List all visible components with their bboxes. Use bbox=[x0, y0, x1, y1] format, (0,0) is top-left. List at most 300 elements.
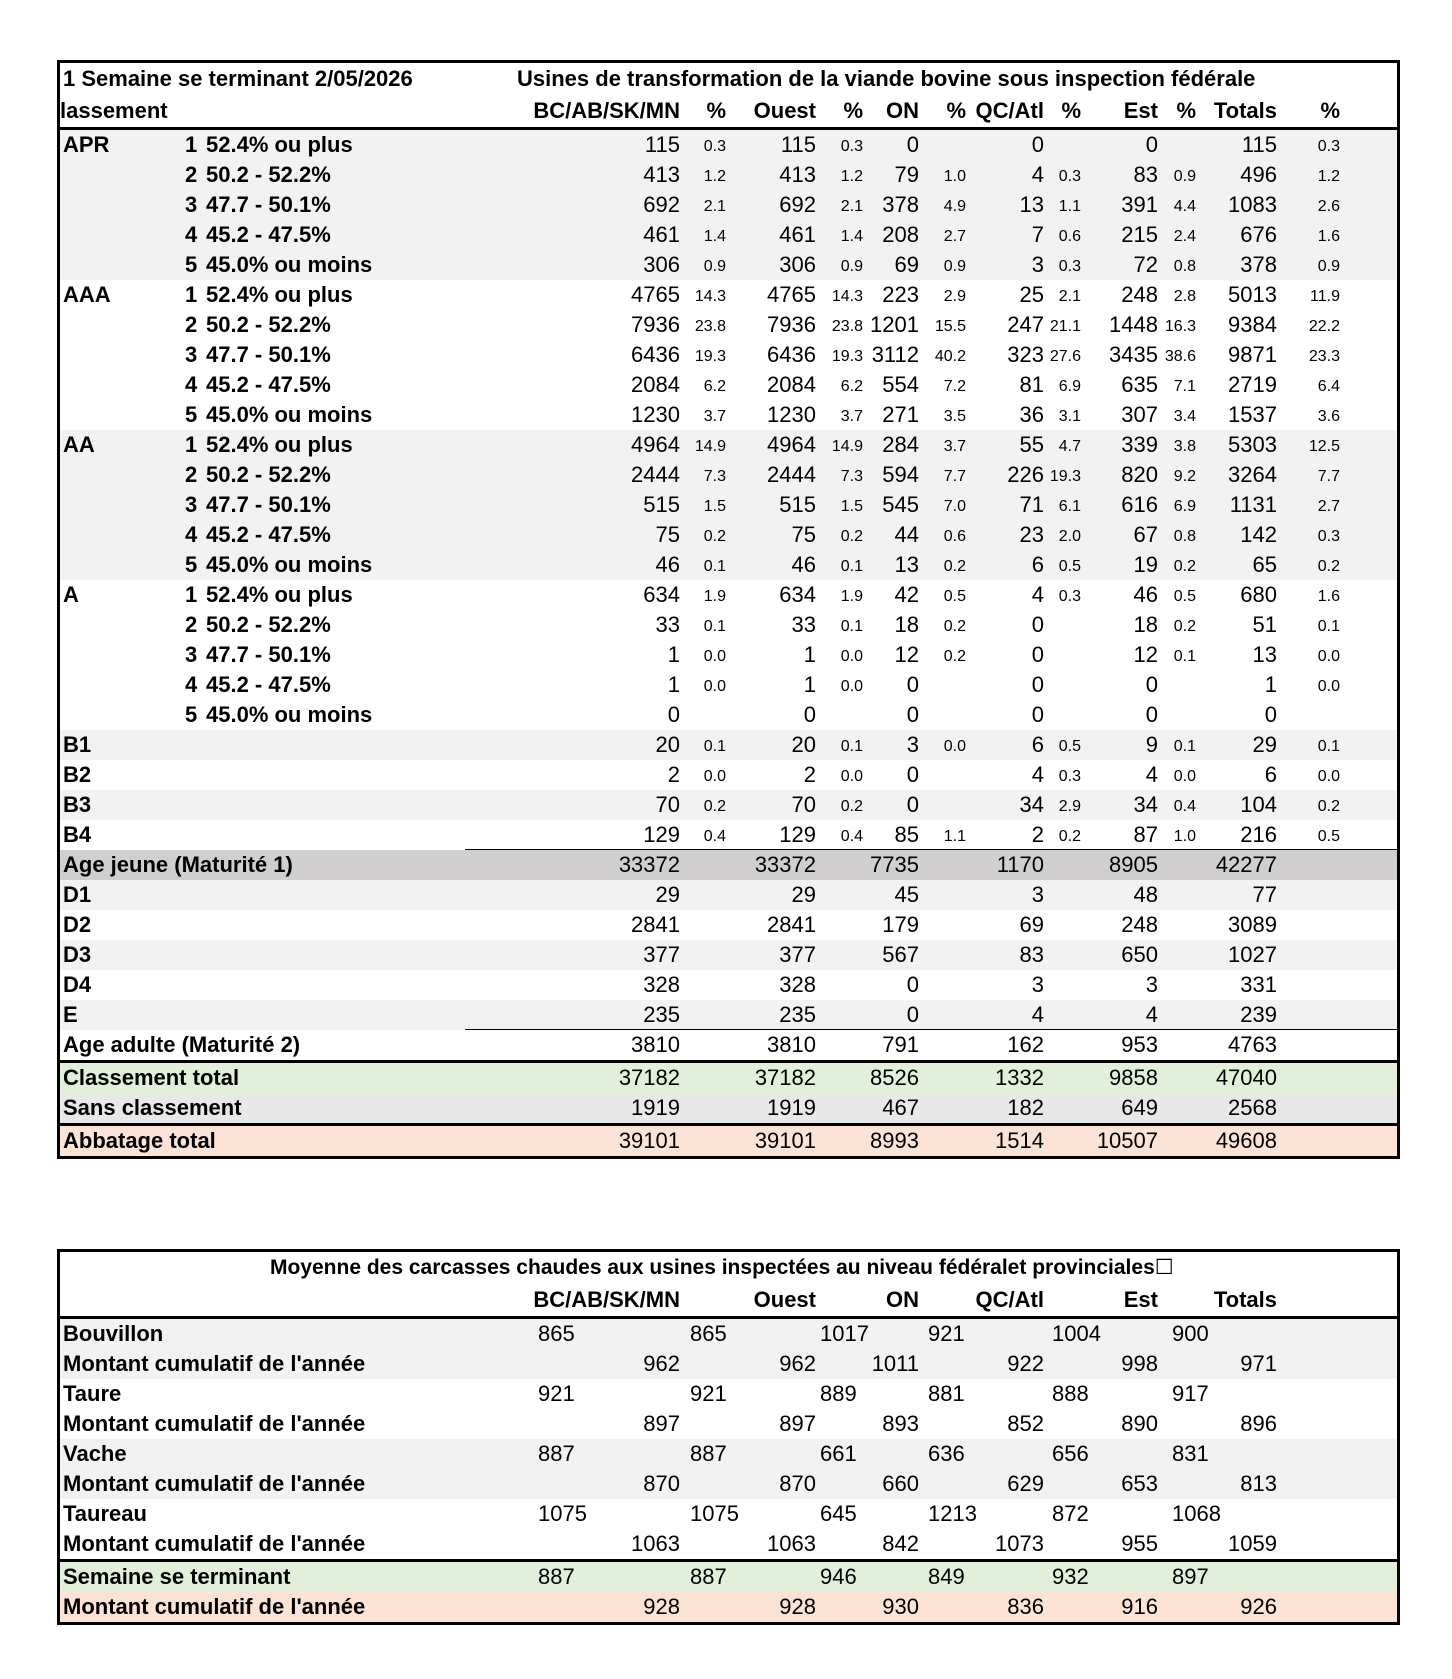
count-cell: 13 bbox=[1252, 642, 1277, 667]
summary-label: D1 bbox=[63, 882, 92, 907]
yield-range: 45.0% ou moins bbox=[206, 402, 373, 427]
count-cell: 820 bbox=[1121, 462, 1158, 487]
summary-value: 235 bbox=[779, 1002, 816, 1027]
percent-cell: 4.9 bbox=[943, 198, 966, 215]
percent-cell: 9.2 bbox=[1173, 468, 1196, 485]
count-cell: 634 bbox=[643, 582, 680, 607]
count-cell: 6 bbox=[1031, 732, 1044, 757]
pct-column-header: % bbox=[1320, 98, 1340, 123]
count-cell: 0 bbox=[1031, 702, 1044, 727]
yield-range: 47.7 - 50.1% bbox=[206, 342, 331, 367]
percent-cell: 0.1 bbox=[1173, 738, 1196, 755]
percent-cell: 21.1 bbox=[1049, 318, 1081, 335]
carcass-value: 660 bbox=[882, 1471, 919, 1496]
count-cell: 515 bbox=[643, 492, 680, 517]
grade-row bbox=[60, 160, 1397, 190]
percent-cell: 2.9 bbox=[1058, 798, 1081, 815]
yield-range: 47.7 - 50.1% bbox=[206, 192, 331, 217]
percent-cell: 0.5 bbox=[1317, 828, 1340, 845]
summary-body bbox=[60, 850, 1397, 1156]
percent-cell: 7.1 bbox=[1173, 378, 1196, 395]
yield-range: 47.7 - 50.1% bbox=[206, 642, 331, 667]
count-cell: 46 bbox=[1133, 582, 1158, 607]
carcass-row bbox=[60, 1529, 1397, 1559]
count-cell: 306 bbox=[643, 252, 680, 277]
carcass-value: 926 bbox=[1240, 1594, 1277, 1619]
count-cell: 46 bbox=[791, 552, 816, 577]
grade-row bbox=[60, 520, 1397, 550]
percent-cell: 0.0 bbox=[703, 768, 726, 785]
percent-cell: 0.0 bbox=[840, 678, 863, 695]
count-cell: 6 bbox=[1031, 552, 1044, 577]
percent-cell: 15.5 bbox=[934, 318, 966, 335]
carcass-value: 1075 bbox=[538, 1501, 587, 1526]
yield-range: 45.2 - 47.5% bbox=[206, 672, 331, 697]
count-cell: 75 bbox=[655, 522, 680, 547]
count-cell: 115 bbox=[644, 132, 680, 157]
count-cell: 25 bbox=[1019, 282, 1044, 307]
percent-cell: 2.6 bbox=[1317, 198, 1340, 215]
carcass-value: 893 bbox=[882, 1411, 919, 1436]
grade-label: B3 bbox=[63, 792, 92, 817]
summary-value: 179 bbox=[882, 912, 919, 937]
grade-row bbox=[60, 760, 1397, 790]
carcass-value: 661 bbox=[820, 1441, 857, 1466]
carcass-value: 629 bbox=[1007, 1471, 1044, 1496]
yield-range: 50.2 - 52.2% bbox=[206, 162, 331, 187]
count-cell: 115 bbox=[780, 132, 816, 157]
percent-cell: 27.6 bbox=[1049, 348, 1081, 365]
count-cell: 0 bbox=[667, 702, 680, 727]
grade-row bbox=[60, 700, 1397, 730]
yield-class-number: 5 bbox=[185, 402, 198, 427]
count-cell: 6436 bbox=[631, 342, 680, 367]
count-cell: 339 bbox=[1121, 432, 1158, 457]
percent-cell: 3.5 bbox=[943, 408, 966, 425]
summary-value: 328 bbox=[779, 972, 816, 997]
count-cell: 635 bbox=[1121, 372, 1158, 397]
region-column-header: Est bbox=[1123, 98, 1158, 123]
carcass-label: Montant cumulatif de l'année bbox=[63, 1594, 366, 1619]
summary-value: 8526 bbox=[870, 1065, 919, 1090]
carcass-value: 1073 bbox=[995, 1531, 1044, 1556]
carcass-value: 1075 bbox=[690, 1501, 739, 1526]
percent-cell: 1.6 bbox=[1317, 228, 1340, 245]
percent-cell: 1.9 bbox=[703, 588, 726, 605]
carcass-value: 1213 bbox=[928, 1501, 977, 1526]
summary-value: 39101 bbox=[618, 1128, 680, 1153]
percent-cell: 22.2 bbox=[1308, 318, 1340, 335]
count-cell: 129 bbox=[779, 822, 816, 847]
carcass-value: 900 bbox=[1172, 1321, 1209, 1346]
summary-value: 47040 bbox=[1215, 1065, 1277, 1090]
carcass-column-header: BC/AB/SK/MN bbox=[533, 1287, 680, 1312]
percent-cell: 0.0 bbox=[1173, 768, 1196, 785]
percent-cell: 40.2 bbox=[934, 348, 966, 365]
percent-cell: 0.2 bbox=[1058, 828, 1081, 845]
percent-cell: 0.5 bbox=[943, 588, 966, 605]
count-cell: 65 bbox=[1252, 552, 1277, 577]
count-cell: 1230 bbox=[767, 402, 816, 427]
count-cell: 515 bbox=[779, 492, 816, 517]
count-cell: 554 bbox=[882, 372, 919, 397]
percent-cell: 0.6 bbox=[1058, 228, 1081, 245]
count-cell: 33 bbox=[791, 612, 816, 637]
grade-label: B4 bbox=[63, 822, 92, 847]
count-cell: 2444 bbox=[767, 462, 816, 487]
count-cell: 378 bbox=[882, 192, 919, 217]
count-cell: 692 bbox=[779, 192, 816, 217]
count-cell: 378 bbox=[1240, 252, 1277, 277]
count-cell: 4964 bbox=[631, 432, 680, 457]
carcass-value: 928 bbox=[779, 1594, 816, 1619]
percent-cell: 38.6 bbox=[1164, 348, 1196, 365]
count-cell: 5013 bbox=[1228, 282, 1277, 307]
table-title-row bbox=[60, 63, 1397, 95]
count-cell: 3 bbox=[1031, 252, 1044, 277]
count-cell: 3264 bbox=[1228, 462, 1277, 487]
summary-value: 328 bbox=[643, 972, 680, 997]
percent-cell: 6.4 bbox=[1317, 378, 1340, 395]
count-cell: 4964 bbox=[767, 432, 816, 457]
count-cell: 284 bbox=[882, 432, 919, 457]
summary-label: Age adulte (Maturité 2) bbox=[63, 1032, 301, 1057]
percent-cell: 0.2 bbox=[943, 618, 966, 635]
week-title: 1 Semaine se terminant 2/05/2026 bbox=[63, 66, 413, 91]
count-cell: 0 bbox=[1264, 702, 1277, 727]
percent-cell: 12.5 bbox=[1308, 438, 1340, 455]
count-cell: 9 bbox=[1145, 732, 1158, 757]
count-cell: 29 bbox=[1252, 732, 1277, 757]
percent-cell: 4.4 bbox=[1173, 198, 1196, 215]
percent-cell: 3.7 bbox=[703, 408, 726, 425]
summary-value: 37182 bbox=[618, 1065, 680, 1090]
pct-column-header: % bbox=[1061, 98, 1081, 123]
percent-cell: 0.1 bbox=[840, 618, 863, 635]
percent-cell: 1.4 bbox=[703, 228, 726, 245]
grade-row bbox=[60, 820, 1397, 850]
count-cell: 79 bbox=[894, 162, 919, 187]
summary-value: 0 bbox=[906, 1002, 919, 1027]
count-cell: 1230 bbox=[631, 402, 680, 427]
count-cell: 0 bbox=[906, 762, 919, 787]
percent-cell: 23.8 bbox=[831, 318, 863, 335]
yield-class-number: 2 bbox=[185, 162, 198, 187]
percent-cell: 0.3 bbox=[703, 138, 726, 155]
percent-cell: 0.9 bbox=[943, 258, 966, 275]
yield-class-number: 4 bbox=[185, 522, 198, 547]
summary-row bbox=[60, 1030, 1397, 1060]
count-cell: 0 bbox=[906, 132, 919, 157]
percent-cell: 0.2 bbox=[840, 528, 863, 545]
summary-label: Classement total bbox=[63, 1065, 240, 1090]
percent-cell: 3.8 bbox=[1173, 438, 1196, 455]
pct-column-header: % bbox=[946, 98, 966, 123]
percent-cell: 0.4 bbox=[840, 828, 863, 845]
carcass-value: 865 bbox=[538, 1321, 575, 1346]
summary-label: D4 bbox=[63, 972, 92, 997]
percent-cell: 0.1 bbox=[703, 738, 726, 755]
carcass-value: 921 bbox=[928, 1321, 965, 1346]
carcass-value: 922 bbox=[1007, 1351, 1044, 1376]
yield-class-number: 4 bbox=[185, 222, 198, 247]
summary-value: 248 bbox=[1121, 912, 1158, 937]
summary-value: 377 bbox=[643, 942, 680, 967]
count-cell: 3435 bbox=[1109, 342, 1158, 367]
percent-cell: 0.2 bbox=[1173, 558, 1196, 575]
count-cell: 1 bbox=[667, 672, 680, 697]
summary-value: 4 bbox=[1031, 1002, 1044, 1027]
percent-cell: 2.1 bbox=[703, 198, 726, 215]
carcass-value: 921 bbox=[690, 1381, 727, 1406]
count-cell: 12 bbox=[894, 642, 919, 667]
percent-cell: 0.0 bbox=[943, 738, 966, 755]
count-cell: 247 bbox=[1007, 312, 1044, 337]
percent-cell: 4.7 bbox=[1058, 438, 1081, 455]
percent-cell: 0.2 bbox=[1173, 618, 1196, 635]
carcass-value: 887 bbox=[538, 1441, 575, 1466]
summary-value: 2568 bbox=[1228, 1095, 1277, 1120]
carcass-label: Montant cumulatif de l'année bbox=[63, 1411, 366, 1436]
yield-class-number: 5 bbox=[185, 702, 198, 727]
grade-label: A bbox=[63, 582, 79, 607]
percent-cell: 6.9 bbox=[1058, 378, 1081, 395]
summary-value: 235 bbox=[643, 1002, 680, 1027]
percent-cell: 1.2 bbox=[1317, 168, 1340, 185]
count-cell: 7936 bbox=[767, 312, 816, 337]
count-cell: 594 bbox=[882, 462, 919, 487]
count-cell: 616 bbox=[1121, 492, 1158, 517]
percent-cell: 6.2 bbox=[703, 378, 726, 395]
yield-range: 45.2 - 47.5% bbox=[206, 222, 331, 247]
grade-row bbox=[60, 670, 1397, 700]
percent-cell: 0.1 bbox=[840, 558, 863, 575]
carcass-value: 921 bbox=[538, 1381, 575, 1406]
count-cell: 248 bbox=[1121, 282, 1158, 307]
percent-cell: 1.2 bbox=[840, 168, 863, 185]
grade-row bbox=[60, 310, 1397, 340]
count-cell: 7936 bbox=[631, 312, 680, 337]
count-cell: 23 bbox=[1019, 522, 1044, 547]
summary-value: 3810 bbox=[767, 1032, 816, 1057]
pct-column-header: % bbox=[706, 98, 726, 123]
carcass-title: Moyenne des carcasses chaudes aux usines inspectées au niveau fédéralet provinciales☐ bbox=[270, 1256, 1174, 1279]
yield-class-number: 2 bbox=[185, 612, 198, 637]
yield-class-number: 3 bbox=[185, 342, 198, 367]
grade-row bbox=[60, 280, 1397, 310]
summary-value: 649 bbox=[1121, 1095, 1158, 1120]
carcass-value: 916 bbox=[1121, 1594, 1158, 1619]
carcass-label: Taureau bbox=[63, 1501, 147, 1526]
yield-class-number: 1 bbox=[185, 282, 198, 307]
carcass-row bbox=[60, 1349, 1397, 1379]
percent-cell: 3.1 bbox=[1058, 408, 1081, 425]
percent-cell: 1.6 bbox=[1317, 588, 1340, 605]
region-column-header: Ouest bbox=[753, 98, 816, 123]
percent-cell: 2.4 bbox=[1173, 228, 1196, 245]
percent-cell: 1.4 bbox=[840, 228, 863, 245]
carcass-value: 971 bbox=[1240, 1351, 1277, 1376]
carcass-value: 928 bbox=[643, 1594, 680, 1619]
percent-cell: 0.9 bbox=[840, 258, 863, 275]
summary-value: 33372 bbox=[618, 852, 680, 877]
summary-value: 4 bbox=[1145, 1002, 1158, 1027]
summary-value: 8993 bbox=[870, 1128, 919, 1153]
grade-row bbox=[60, 580, 1397, 610]
count-cell: 413 bbox=[779, 162, 816, 187]
percent-cell: 14.9 bbox=[831, 438, 863, 455]
count-cell: 34 bbox=[1019, 792, 1044, 817]
count-cell: 34 bbox=[1133, 792, 1158, 817]
summary-value: 4763 bbox=[1228, 1032, 1277, 1057]
count-cell: 215 bbox=[1121, 222, 1158, 247]
carcass-value: 1004 bbox=[1052, 1321, 1101, 1346]
carcass-value: 955 bbox=[1121, 1531, 1158, 1556]
summary-value: 0 bbox=[906, 972, 919, 997]
percent-cell: 19.3 bbox=[831, 348, 863, 365]
percent-cell: 0.2 bbox=[1317, 798, 1340, 815]
percent-cell: 0.4 bbox=[1173, 798, 1196, 815]
count-cell: 20 bbox=[791, 732, 816, 757]
percent-cell: 0.9 bbox=[1317, 258, 1340, 275]
count-cell: 0 bbox=[906, 792, 919, 817]
carcass-value: 946 bbox=[820, 1564, 857, 1589]
carcass-label: Taure bbox=[63, 1381, 122, 1406]
carcass-value: 889 bbox=[820, 1381, 857, 1406]
count-cell: 4 bbox=[1145, 762, 1158, 787]
carcass-value: 887 bbox=[690, 1441, 727, 1466]
percent-cell: 0.2 bbox=[943, 558, 966, 575]
count-cell: 44 bbox=[894, 522, 919, 547]
grade-row bbox=[60, 430, 1397, 460]
percent-cell: 7.7 bbox=[1317, 468, 1340, 485]
count-cell: 461 bbox=[779, 222, 816, 247]
count-cell: 7 bbox=[1031, 222, 1044, 247]
summary-row bbox=[60, 1060, 1397, 1093]
yield-range: 50.2 - 52.2% bbox=[206, 312, 331, 337]
percent-cell: 3.6 bbox=[1317, 408, 1340, 425]
percent-cell: 0.8 bbox=[1173, 528, 1196, 545]
percent-cell: 2.9 bbox=[943, 288, 966, 305]
grade-row bbox=[60, 550, 1397, 580]
percent-cell: 7.7 bbox=[943, 468, 966, 485]
percent-cell: 2.7 bbox=[1317, 498, 1340, 515]
carcass-value: 962 bbox=[643, 1351, 680, 1376]
grade-label: AAA bbox=[63, 282, 111, 307]
summary-value: 48 bbox=[1133, 882, 1158, 907]
count-cell: 306 bbox=[779, 252, 816, 277]
count-cell: 1 bbox=[803, 672, 816, 697]
count-cell: 18 bbox=[1133, 612, 1158, 637]
count-cell: 69 bbox=[894, 252, 919, 277]
carcass-value: 636 bbox=[928, 1441, 965, 1466]
count-cell: 323 bbox=[1007, 342, 1044, 367]
carcass-column-header: Ouest bbox=[753, 1287, 816, 1312]
grade-row bbox=[60, 490, 1397, 520]
yield-class-number: 2 bbox=[185, 462, 198, 487]
percent-cell: 0.9 bbox=[1173, 168, 1196, 185]
summary-value: 29 bbox=[655, 882, 680, 907]
yield-class-number: 5 bbox=[185, 552, 198, 577]
percent-cell: 0.0 bbox=[840, 648, 863, 665]
percent-cell: 0.3 bbox=[1058, 258, 1081, 275]
yield-class-number: 5 bbox=[185, 252, 198, 277]
carcass-body bbox=[60, 1319, 1397, 1622]
carcass-value: 870 bbox=[643, 1471, 680, 1496]
carcass-value: 852 bbox=[1007, 1411, 1044, 1436]
count-cell: 12 bbox=[1133, 642, 1158, 667]
yield-range: 52.4% ou plus bbox=[206, 582, 353, 607]
percent-cell: 0.1 bbox=[703, 558, 726, 575]
count-cell: 307 bbox=[1121, 402, 1158, 427]
summary-value: 377 bbox=[779, 942, 816, 967]
count-cell: 81 bbox=[1019, 372, 1044, 397]
carcass-value: 870 bbox=[779, 1471, 816, 1496]
count-cell: 4 bbox=[1031, 162, 1044, 187]
carcass-value: 849 bbox=[928, 1564, 965, 1589]
carcass-value: 887 bbox=[690, 1564, 727, 1589]
grade-row bbox=[60, 460, 1397, 490]
count-cell: 36 bbox=[1019, 402, 1044, 427]
percent-cell: 14.3 bbox=[694, 288, 726, 305]
yield-range: 52.4% ou plus bbox=[206, 282, 353, 307]
percent-cell: 3.7 bbox=[840, 408, 863, 425]
summary-label: Age jeune (Maturité 1) bbox=[63, 852, 293, 877]
grade-label: APR bbox=[63, 132, 110, 157]
count-cell: 0 bbox=[906, 702, 919, 727]
percent-cell: 0.5 bbox=[1058, 558, 1081, 575]
summary-value: 33372 bbox=[754, 852, 816, 877]
summary-value: 1919 bbox=[767, 1095, 816, 1120]
summary-value: 791 bbox=[882, 1032, 919, 1057]
count-cell: 4 bbox=[1031, 762, 1044, 787]
carcass-row bbox=[60, 1439, 1397, 1469]
percent-cell: 1.1 bbox=[1058, 198, 1081, 215]
summary-value: 1170 bbox=[996, 852, 1044, 877]
percent-cell: 0.3 bbox=[1317, 528, 1340, 545]
summary-value: 567 bbox=[882, 942, 919, 967]
count-cell: 70 bbox=[655, 792, 680, 817]
summary-value: 3 bbox=[1145, 972, 1158, 997]
percent-cell: 0.1 bbox=[1317, 738, 1340, 755]
count-cell: 70 bbox=[791, 792, 816, 817]
count-cell: 1 bbox=[1264, 672, 1277, 697]
summary-value: 1514 bbox=[995, 1128, 1044, 1153]
count-cell: 0 bbox=[1145, 132, 1158, 157]
count-cell: 46 bbox=[655, 552, 680, 577]
count-cell: 2 bbox=[803, 762, 816, 787]
carcass-row bbox=[60, 1379, 1397, 1409]
count-cell: 51 bbox=[1252, 612, 1277, 637]
grade-label: B2 bbox=[63, 762, 92, 787]
count-cell: 13 bbox=[1019, 192, 1044, 217]
percent-cell: 0.5 bbox=[1173, 588, 1196, 605]
pct-column-header: % bbox=[843, 98, 863, 123]
percent-cell: 0.9 bbox=[703, 258, 726, 275]
summary-value: 37182 bbox=[754, 1065, 816, 1090]
count-cell: 42 bbox=[894, 582, 919, 607]
summary-value: 42277 bbox=[1215, 852, 1277, 877]
carcass-column-header: Est bbox=[1123, 1287, 1158, 1312]
carcass-value: 653 bbox=[1121, 1471, 1158, 1496]
carcass-row bbox=[60, 1409, 1397, 1439]
count-cell: 461 bbox=[643, 222, 680, 247]
grade-row bbox=[60, 370, 1397, 400]
yield-range: 52.4% ou plus bbox=[206, 132, 353, 157]
percent-cell: 0.1 bbox=[1173, 648, 1196, 665]
count-cell: 2084 bbox=[631, 372, 680, 397]
summary-value: 39101 bbox=[754, 1128, 816, 1153]
